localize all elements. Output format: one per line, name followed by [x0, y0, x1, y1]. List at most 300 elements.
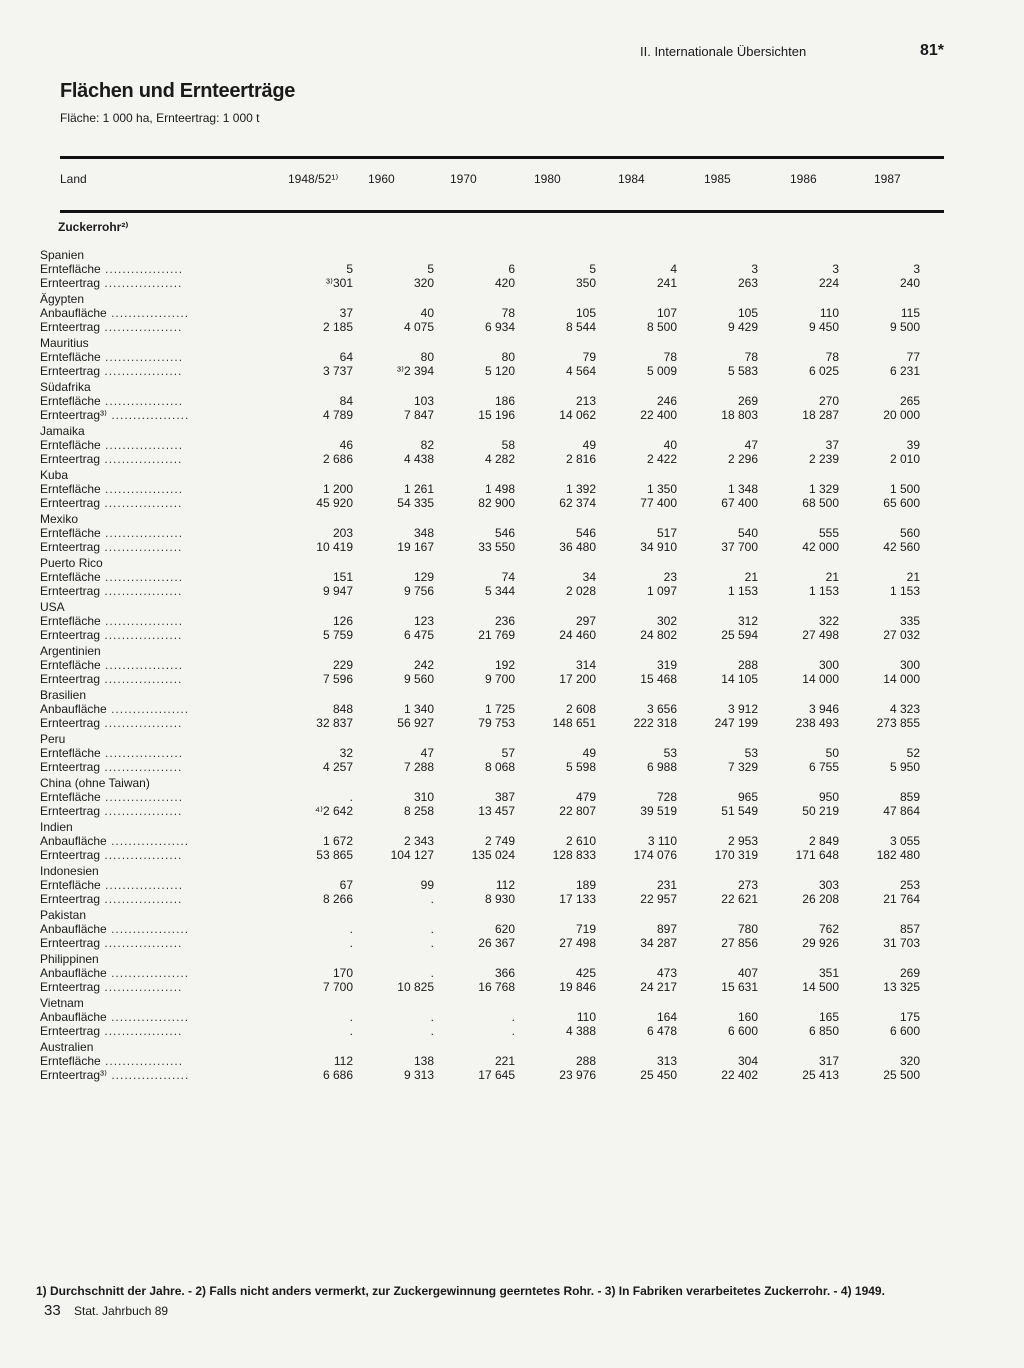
- row-label: Erntefläche: [40, 482, 101, 496]
- country-row: [40, 906, 920, 922]
- table-cell: 728: [656, 790, 677, 804]
- row-label: Ernteertrag: [40, 936, 101, 950]
- table-cell: 546: [575, 526, 596, 540]
- table-cell: 160: [737, 1010, 758, 1024]
- table-cell: 3: [832, 262, 839, 276]
- row-label: Erntefläche: [40, 262, 101, 276]
- table-cell: 33 550: [478, 540, 515, 554]
- table-cell: 77 400: [640, 496, 677, 510]
- table-cell: 1 153: [808, 584, 839, 598]
- table-header-rule: [60, 210, 944, 213]
- table-cell: 1 153: [889, 584, 920, 598]
- table-row: [40, 306, 920, 320]
- table-cell: 242: [413, 658, 434, 672]
- table-cell: 128 833: [552, 848, 596, 862]
- country-row: [40, 334, 920, 350]
- table-cell: 40: [663, 438, 677, 452]
- column-header-land: Land: [60, 172, 87, 186]
- table-cell: 241: [656, 276, 677, 290]
- leader-dots: ..................: [100, 482, 184, 496]
- leader-dots: ..................: [100, 980, 183, 994]
- table-cell: .: [349, 922, 353, 936]
- table-cell: 14 105: [721, 672, 758, 686]
- table-cell: 22 957: [640, 892, 677, 906]
- leader-dots: ..................: [106, 922, 190, 936]
- row-label: Anbaufläche: [40, 306, 107, 320]
- table-cell: 546: [494, 526, 515, 540]
- table-cell: .: [349, 1024, 353, 1038]
- table-cell: 110: [576, 1010, 596, 1024]
- row-label: Erntefläche: [40, 350, 101, 364]
- country-name: Argentinien: [40, 644, 101, 658]
- table-cell: 9 500: [889, 320, 920, 334]
- table-row: [40, 262, 920, 276]
- table-cell: 3 737: [322, 364, 353, 378]
- table-cell: 8 500: [646, 320, 677, 334]
- table-cell: 288: [737, 658, 758, 672]
- country-name: Südafrika: [40, 380, 91, 394]
- table-cell: 350: [575, 276, 596, 290]
- table-cell: 29 926: [802, 936, 839, 950]
- row-label: Anbaufläche: [40, 922, 107, 936]
- table-row: [40, 452, 920, 466]
- row-label: Ernteertrag³⁾: [40, 1068, 107, 1082]
- table-row: [40, 1054, 920, 1068]
- table-cell: .: [349, 1010, 353, 1024]
- table-row: [40, 746, 920, 760]
- table-cell: 348: [413, 526, 434, 540]
- table-cell: 37: [339, 306, 353, 320]
- table-cell: 303: [818, 878, 839, 892]
- row-label: Erntefläche: [40, 438, 101, 452]
- table-row: [40, 878, 920, 892]
- table-cell: 473: [656, 966, 677, 980]
- table-cell: 310: [413, 790, 434, 804]
- table-cell: 517: [656, 526, 677, 540]
- table-cell: 273 855: [876, 716, 920, 730]
- row-label: Ernteertrag: [40, 1024, 101, 1038]
- table-cell: 231: [656, 878, 677, 892]
- table-cell: 4 257: [322, 760, 353, 774]
- country-row: [40, 290, 920, 306]
- leader-dots: ..................: [100, 394, 184, 408]
- table-cell: 135 024: [471, 848, 515, 862]
- table-cell: 80: [420, 350, 434, 364]
- table-cell: 77: [906, 350, 920, 364]
- table-cell: 297: [575, 614, 596, 628]
- table-cell: 99: [420, 878, 434, 892]
- row-label: Ernteertrag: [40, 672, 101, 686]
- table-cell: 5: [589, 262, 596, 276]
- table-cell: 65 600: [883, 496, 920, 510]
- country-name: Jamaika: [40, 424, 85, 438]
- table-cell: 224: [818, 276, 839, 290]
- table-cell: 53: [663, 746, 677, 760]
- table-cell: 126: [332, 614, 353, 628]
- table-cell: 300: [899, 658, 920, 672]
- table-cell: 6 231: [889, 364, 920, 378]
- table-cell: 82 900: [478, 496, 515, 510]
- table-cell: 107: [656, 306, 677, 320]
- table-cell: 115: [900, 306, 920, 320]
- table-cell: 25 450: [640, 1068, 677, 1082]
- table-cell: 24 802: [640, 628, 677, 642]
- country-row: [40, 686, 920, 702]
- table-cell: 312: [737, 614, 758, 628]
- data-table: [40, 246, 920, 1082]
- table-cell: 23 976: [559, 1068, 596, 1082]
- leader-dots: ..................: [100, 452, 183, 466]
- table-cell: 420: [494, 276, 515, 290]
- leader-dots: ..................: [100, 1054, 184, 1068]
- table-cell: 110: [819, 306, 839, 320]
- table-cell: 5 344: [484, 584, 515, 598]
- table-cell: 58: [501, 438, 515, 452]
- leader-dots: ..................: [100, 658, 184, 672]
- table-cell: 3 656: [646, 702, 677, 716]
- table-cell: .: [430, 1010, 434, 1024]
- table-cell: 19 167: [397, 540, 434, 554]
- leader-dots: ..................: [100, 628, 183, 642]
- table-cell: 5 120: [484, 364, 515, 378]
- table-cell: 8 258: [403, 804, 434, 818]
- table-cell: 123: [413, 614, 434, 628]
- table-cell: 4 789: [322, 408, 353, 422]
- table-cell: 3 912: [727, 702, 758, 716]
- table-cell: 37 700: [721, 540, 758, 554]
- table-cell: 21: [744, 570, 758, 584]
- table-cell: 67 400: [721, 496, 758, 510]
- table-cell: 407: [737, 966, 758, 980]
- table-row: [40, 540, 920, 554]
- table-cell: 22 402: [721, 1068, 758, 1082]
- table-cell: 3: [751, 262, 758, 276]
- table-cell: 273: [737, 878, 758, 892]
- row-label: Ernteertrag: [40, 452, 101, 466]
- table-cell: 79 753: [478, 716, 515, 730]
- table-cell: 6 755: [808, 760, 839, 774]
- country-row: [40, 862, 920, 878]
- table-row: [40, 804, 920, 818]
- table-cell: 9 700: [484, 672, 515, 686]
- table-cell: 300: [818, 658, 839, 672]
- table-cell: 965: [737, 790, 758, 804]
- row-label: Erntefläche: [40, 746, 101, 760]
- table-cell: 269: [899, 966, 920, 980]
- country-row: [40, 642, 920, 658]
- table-cell: 4 075: [403, 320, 434, 334]
- table-cell: 6 478: [646, 1024, 677, 1038]
- row-label: Erntefläche: [40, 878, 101, 892]
- table-cell: 213: [575, 394, 596, 408]
- country-row: [40, 466, 920, 482]
- table-cell: 2 610: [565, 834, 596, 848]
- leader-dots: ..................: [100, 760, 183, 774]
- table-row: [40, 570, 920, 584]
- row-label: Erntefläche: [40, 614, 101, 628]
- table-cell: 9 429: [727, 320, 758, 334]
- table-cell: 6 934: [484, 320, 515, 334]
- country-name: Ägypten: [40, 292, 85, 306]
- table-cell: 2 608: [565, 702, 596, 716]
- table-row: [40, 702, 920, 716]
- country-row: [40, 950, 920, 966]
- table-cell: 24 460: [559, 628, 596, 642]
- page-subtitle: Fläche: 1 000 ha, Ernteertrag: 1 000 t: [60, 111, 260, 125]
- table-cell: 1 097: [646, 584, 677, 598]
- table-cell: 8 930: [484, 892, 515, 906]
- table-row: [40, 614, 920, 628]
- table-cell: 253: [899, 878, 920, 892]
- table-cell: 265: [899, 394, 920, 408]
- table-cell: 1 672: [322, 834, 353, 848]
- table-cell: 56 927: [397, 716, 434, 730]
- table-cell: 51 549: [721, 804, 758, 818]
- country-name: USA: [40, 600, 65, 614]
- table-cell: 20 000: [883, 408, 920, 422]
- column-header-year: 1980: [534, 172, 561, 186]
- table-cell: 49: [582, 438, 596, 452]
- country-name: Mauritius: [40, 336, 89, 350]
- country-name: Indonesien: [40, 864, 99, 878]
- table-cell: 104 127: [390, 848, 434, 862]
- table-cell: 105: [737, 306, 758, 320]
- table-cell: 68 500: [802, 496, 839, 510]
- table-cell: 240: [899, 276, 920, 290]
- table-cell: 49: [582, 746, 596, 760]
- table-cell: 479: [575, 790, 596, 804]
- row-label: Anbaufläche: [40, 834, 107, 848]
- table-cell: 27 856: [721, 936, 758, 950]
- table-cell: 317: [818, 1054, 839, 1068]
- row-label: Ernteertrag: [40, 716, 101, 730]
- table-cell: 6 686: [322, 1068, 353, 1082]
- table-cell: 186: [494, 394, 515, 408]
- table-cell: 7 329: [727, 760, 758, 774]
- table-cell: 17 645: [478, 1068, 515, 1082]
- table-row: [40, 628, 920, 642]
- table-cell: 39 519: [640, 804, 677, 818]
- table-cell: 24 217: [640, 980, 677, 994]
- table-cell: 14 000: [802, 672, 839, 686]
- table-cell: 540: [737, 526, 758, 540]
- table-cell: 165: [818, 1010, 839, 1024]
- leader-dots: ..................: [106, 1068, 190, 1082]
- table-cell: 9 947: [322, 584, 353, 598]
- table-cell: 2 422: [646, 452, 677, 466]
- table-cell: 21 764: [883, 892, 920, 906]
- table-cell: 229: [332, 658, 353, 672]
- table-cell: 1 725: [484, 702, 515, 716]
- table-cell: 112: [495, 878, 515, 892]
- table-cell: 4 564: [565, 364, 596, 378]
- table-cell: 2 028: [565, 584, 596, 598]
- table-cell: 313: [656, 1054, 677, 1068]
- table-cell: 1 500: [889, 482, 920, 496]
- table-row: [40, 1010, 920, 1024]
- table-cell: 7 288: [403, 760, 434, 774]
- country-row: [40, 730, 920, 746]
- table-cell: 335: [899, 614, 920, 628]
- table-cell: 82: [420, 438, 434, 452]
- leader-dots: ..................: [100, 878, 184, 892]
- table-cell: 950: [818, 790, 839, 804]
- leader-dots: ..................: [100, 438, 184, 452]
- table-cell: 8 544: [565, 320, 596, 334]
- table-cell: 192: [494, 658, 515, 672]
- table-row: [40, 922, 920, 936]
- table-cell: 5 583: [727, 364, 758, 378]
- table-cell: 67: [339, 878, 353, 892]
- table-cell: 620: [494, 922, 515, 936]
- table-row: [40, 350, 920, 364]
- table-row: [40, 496, 920, 510]
- country-name: Peru: [40, 732, 66, 746]
- row-label: Erntefläche: [40, 394, 101, 408]
- page-number: 81*: [920, 42, 945, 59]
- row-label: Anbaufläche: [40, 1010, 107, 1024]
- leader-dots: ..................: [100, 790, 184, 804]
- table-row: [40, 848, 920, 862]
- table-cell: 2 686: [322, 452, 353, 466]
- table-cell: 288: [575, 1054, 596, 1068]
- table-cell: 320: [413, 276, 434, 290]
- table-cell: 366: [494, 966, 515, 980]
- row-label: Erntefläche: [40, 526, 101, 540]
- country-row: [40, 774, 920, 790]
- table-cell: 79: [582, 350, 596, 364]
- table-cell: 555: [818, 526, 839, 540]
- table-cell: 6 025: [808, 364, 839, 378]
- table-cell: 15 196: [478, 408, 515, 422]
- table-cell: 238 493: [795, 716, 839, 730]
- leader-dots: ..................: [100, 614, 184, 628]
- row-label: Ernteertrag³⁾: [40, 408, 107, 422]
- table-cell: 269: [737, 394, 758, 408]
- table-cell: 80: [501, 350, 515, 364]
- row-label: Ernteertrag: [40, 804, 101, 818]
- leader-dots: ..................: [100, 746, 184, 760]
- table-row: [40, 892, 920, 906]
- table-cell: 46: [339, 438, 353, 452]
- country-row: [40, 818, 920, 834]
- leader-dots: ..................: [106, 1010, 190, 1024]
- country-name: Brasilien: [40, 688, 87, 702]
- table-cell: 246: [656, 394, 677, 408]
- table-cell: 50: [825, 746, 839, 760]
- table-cell: 15 468: [640, 672, 677, 686]
- table-cell: 182 480: [876, 848, 920, 862]
- table-cell: 6 600: [727, 1024, 758, 1038]
- row-label: Ernteertrag: [40, 760, 101, 774]
- table-row: [40, 716, 920, 730]
- country-name: Mexiko: [40, 512, 79, 526]
- table-cell: 5 950: [889, 760, 920, 774]
- table-cell: 50 219: [802, 804, 839, 818]
- table-cell: ³⁾301: [326, 276, 353, 290]
- country-name: Pakistan: [40, 908, 87, 922]
- footnote: 1) Durchschnitt der Jahre. - 2) Falls nicht anders vermerkt, zur Zuckergewinnung geerntetes Rohr. - 3) In Fabriken verarbeitetes Zuckerrohr. - 4) 1949.: [36, 1284, 885, 1298]
- table-cell: 2 849: [808, 834, 839, 848]
- table-cell: 7 847: [403, 408, 434, 422]
- table-row: [40, 1068, 920, 1082]
- table-cell: 6 850: [808, 1024, 839, 1038]
- table-cell: 4 323: [889, 702, 920, 716]
- table-cell: 9 313: [403, 1068, 434, 1082]
- table-cell: 2 239: [808, 452, 839, 466]
- table-cell: 18 803: [721, 408, 758, 422]
- leader-dots: ..................: [100, 350, 184, 364]
- table-cell: .: [430, 1024, 434, 1038]
- table-row: [40, 980, 920, 994]
- row-label: Ernteertrag: [40, 496, 101, 510]
- table-cell: 221: [494, 1054, 515, 1068]
- table-cell: 16 768: [478, 980, 515, 994]
- table-cell: .: [430, 922, 434, 936]
- country-row: [40, 378, 920, 394]
- table-cell: .: [430, 936, 434, 950]
- table-cell: 10 419: [316, 540, 353, 554]
- page-footer: [44, 1302, 168, 1319]
- table-row: [40, 834, 920, 848]
- table-cell: 22 400: [640, 408, 677, 422]
- table-row: [40, 672, 920, 686]
- table-cell: 5: [427, 262, 434, 276]
- table-cell: .: [511, 1024, 515, 1038]
- table-cell: 53: [744, 746, 758, 760]
- table-cell: 2 185: [322, 320, 353, 334]
- table-cell: 53 865: [316, 848, 353, 862]
- table-cell: 32: [339, 746, 353, 760]
- table-cell: 17 133: [559, 892, 596, 906]
- table-cell: 302: [656, 614, 677, 628]
- table-cell: 3 055: [889, 834, 920, 848]
- table-cell: 247 199: [714, 716, 758, 730]
- row-label: Ernteertrag: [40, 848, 101, 862]
- table-cell: 45 920: [316, 496, 353, 510]
- country-name: Vietnam: [40, 996, 84, 1010]
- table-cell: 32 837: [316, 716, 353, 730]
- leader-dots: ..................: [100, 672, 183, 686]
- country-row: [40, 1038, 920, 1054]
- table-row: [40, 438, 920, 452]
- table-cell: 47: [744, 438, 758, 452]
- column-header-year: 1948/52¹⁾: [288, 172, 339, 186]
- table-cell: 189: [575, 878, 596, 892]
- row-label: Ernteertrag: [40, 892, 101, 906]
- table-cell: 42 560: [883, 540, 920, 554]
- table-cell: 4 282: [484, 452, 515, 466]
- table-row: [40, 320, 920, 334]
- table-cell: 151: [332, 570, 353, 584]
- leader-dots: ..................: [100, 804, 183, 818]
- table-cell: 175: [899, 1010, 920, 1024]
- running-header: II. Internationale Übersichten: [640, 44, 807, 59]
- table-cell: 848: [332, 702, 353, 716]
- row-label: Ernteertrag: [40, 276, 101, 290]
- table-cell: 320: [899, 1054, 920, 1068]
- row-label: Ernteertrag: [40, 540, 101, 554]
- country-name: Indien: [40, 820, 73, 834]
- table-cell: 15 631: [721, 980, 758, 994]
- table-row: [40, 526, 920, 540]
- table-row: [40, 790, 920, 804]
- table-cell: .: [430, 966, 434, 980]
- table-row: [40, 276, 920, 290]
- leader-dots: ..................: [100, 496, 183, 510]
- table-cell: .: [349, 790, 353, 804]
- table-cell: 3 110: [647, 834, 677, 848]
